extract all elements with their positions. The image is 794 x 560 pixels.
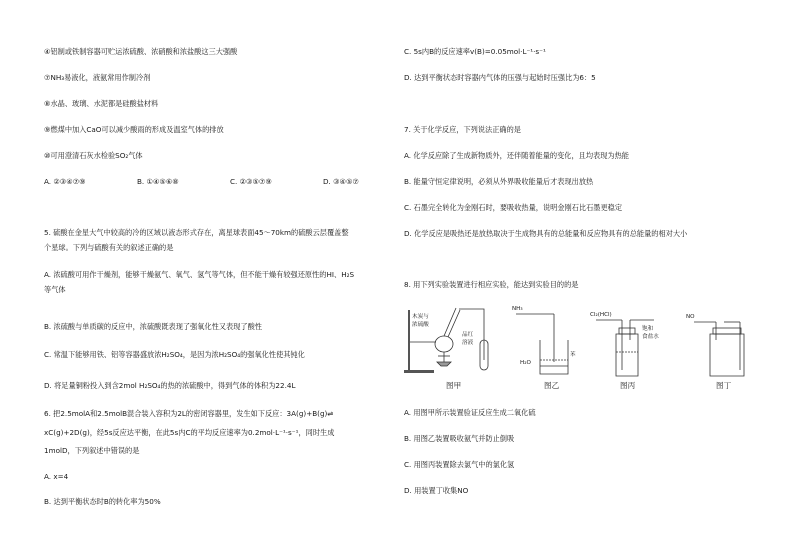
statement-6: ④铝制或铁制容器可贮运浓硫酸、浓硝酸和浓盐酸这三大强酸 <box>44 47 238 56</box>
q6-stem-line2: xC(g)+2D(g)，经5s反应达平衡，在此5s内C的平均反应速率为0.2mol·L⁻¹·s⁻¹，同时生成 <box>44 428 335 437</box>
q5-option-c[interactable]: C. 常温下能够用铁、铝等容器盛放浓H₂SO₄，是因为浓H₂SO₄的强氧化性使其钝化 <box>44 350 305 359</box>
apparatus-ding <box>694 322 744 376</box>
jia-solution-label-2: 溶液 <box>462 340 474 346</box>
q5-option-d[interactable]: D. 将足量铜粉投入到含2mol H₂SO₄的热的浓硫酸中，得到气体的体积为22.4L <box>44 381 296 390</box>
bing-solution-label-1: 饱和 <box>642 326 654 332</box>
statement-8: ⑧水晶、玻璃、水泥都是硅酸盐材料 <box>44 99 159 108</box>
q7-option-c[interactable]: C. 石墨完全转化为金刚石时，要吸收热量，说明金刚石比石墨更稳定 <box>404 203 623 212</box>
statement-9: ⑨燃煤中加入CaO可以减少酸雨的形成及温室气体的排放 <box>44 125 224 134</box>
q6-option-d[interactable]: D. 达到平衡状态时容器内气体的压强与起始时压强比为6：5 <box>404 73 596 82</box>
q4-option-a[interactable]: A. ②③④⑦⑨ <box>44 177 86 186</box>
q4-options <box>44 177 416 186</box>
q7-option-b[interactable]: B. 能量守恒定律说明，必须从外界吸收能量后才表现出放热 <box>404 177 594 186</box>
q6-option-c[interactable]: C. 5s内B的反应速率v(B)=0.05mol·L⁻¹·s⁻¹ <box>404 47 546 56</box>
q7-option-a[interactable]: A. 化学反应除了生成新物质外，还伴随着能量的变化，且均表现为热能 <box>404 151 629 160</box>
caption-jia: 图甲 <box>446 381 462 390</box>
yi-water-label: H₂O <box>520 360 531 366</box>
q8-option-a[interactable]: A. 用图甲所示装置验证反应生成二氧化硫 <box>404 408 536 417</box>
jia-reagent-label-1: 木炭与 <box>412 314 429 320</box>
bing-gas-label: Cl₂(HCl) <box>590 312 612 318</box>
q6-option-b[interactable]: B. 达到平衡状态时B的转化率为50% <box>44 497 161 506</box>
jia-reagent-label-2: 浓硫酸 <box>412 322 429 328</box>
q6-option-a[interactable]: A. x=4 <box>44 472 69 481</box>
q7-stem: 7. 关于化学反应，下列说法正确的是 <box>404 125 521 134</box>
q8-apparatus-figures <box>404 300 794 400</box>
q4-option-d[interactable]: D. ③④⑤⑦ <box>323 177 359 186</box>
q7-option-d[interactable]: D. 化学反应是吸热还是放热取决于生成物具有的总能量和反应物具有的总能量的相对大小 <box>404 229 688 238</box>
q5-option-b[interactable]: B. 浓硫酸与单质碳的反应中，浓硫酸既表现了强氧化性又表现了酸性 <box>44 322 262 331</box>
q5-option-a-line1[interactable]: A. 浓硫酸可用作干燥剂，能够干燥氨气、氧气、氢气等气体，但不能干燥有较强还原性的HI、H₂S <box>44 270 355 279</box>
q4-option-c[interactable]: C. ②③⑤⑦⑨ <box>230 177 272 186</box>
q6-stem-line3: 1molD，下列叙述中错误的是 <box>44 446 140 455</box>
q5-stem-line1: 5. 硫酸在金星大气中较高的冷的区域以液态形式存在，离星球表面45～70km的硫酸云层覆盖整 <box>44 228 349 237</box>
yi-gas-label: NH₃ <box>512 306 523 312</box>
statement-7: ⑦NH₃易液化，液氨常用作制冷剂 <box>44 73 151 82</box>
caption-bing: 图丙 <box>620 381 636 390</box>
q6-stem-line1: 6. 把2.5molA和2.5molB混合装入容积为2L的密闭容器里，发生如下反应：3A(g)+B(g)⇌ <box>44 409 334 418</box>
statement-10: ⑩可用澄清石灰水检验SO₂气体 <box>44 151 143 160</box>
ding-gas-label: NO <box>686 314 695 320</box>
yi-layer-label: 苯 <box>570 352 576 358</box>
bing-solution-label-2: 食盐水 <box>642 334 659 340</box>
caption-yi: 图乙 <box>544 381 560 390</box>
q5-stem-line2: 个星球。下列与硫酸有关的叙述正确的是 <box>44 243 174 252</box>
q8-stem: 8. 用下列实验装置进行相应实验，能达到实验目的的是 <box>404 280 579 289</box>
q4-option-b[interactable]: B. ①④⑤⑥⑧ <box>137 177 179 186</box>
right-column <box>397 0 794 560</box>
q5-option-a-line2[interactable]: 等气体 <box>44 285 66 294</box>
caption-ding: 图丁 <box>716 381 732 390</box>
jia-solution-label-1: 品红 <box>462 332 474 338</box>
q8-option-b[interactable]: B. 用图乙装置吸收氨气并防止倒吸 <box>404 434 515 443</box>
q8-option-c[interactable]: C. 用图丙装置除去氯气中的氯化氢 <box>404 460 515 469</box>
q8-option-d[interactable]: D. 用装置丁收集NO <box>404 486 469 495</box>
